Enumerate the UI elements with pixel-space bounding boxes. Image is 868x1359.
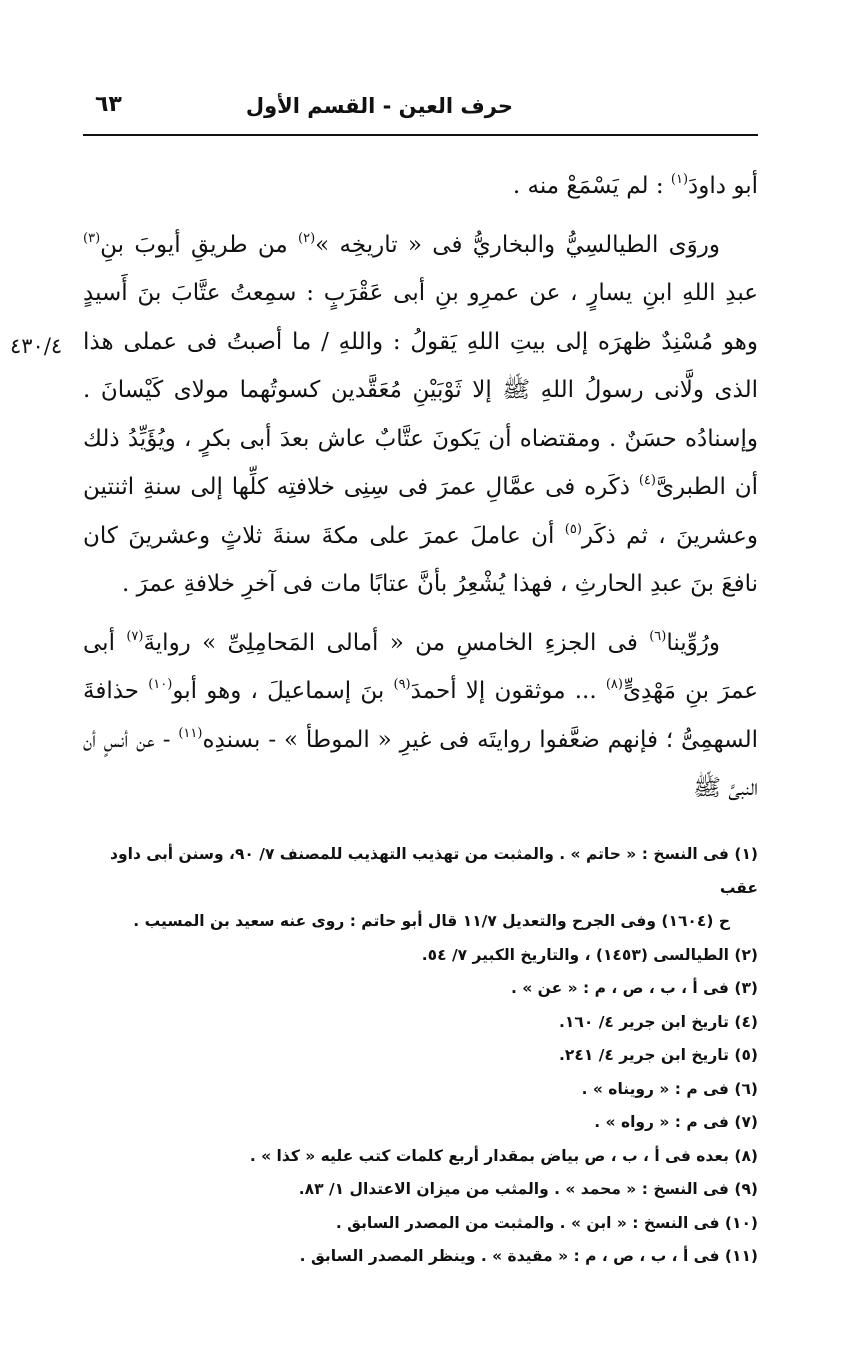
footnote-11: (١١) فى أ ، ب ، ص ، م : « مقيدة » . وينظر المصدر السابق . (299, 1247, 758, 1265)
running-header (95, 90, 758, 130)
header-title: حرف العين - القسم الأول (245, 94, 513, 118)
header-rule (83, 134, 758, 136)
main-text (83, 162, 758, 813)
footnote-ref: (١١) (178, 725, 203, 741)
footnote-6: (٦) فى م : « رويناه » . (581, 1079, 758, 1098)
footnote-10: (١٠) فى النسخ : « ابن » . والمثبت من المصدر السابق . (335, 1213, 758, 1232)
paragraph-3: ورُوِّينا$^{(٦)}$ فى الجزءِ الخامسِ من « أمالى المَحامِلِىِّ » روايةَ$^{(٧)}$ أبى عمرَ بنِ مَهْدِىٍّ$^{(٨)}$ ... موثقون إلا أحمدَ$^{(٩)}$ بنَ إسماعيلَ ، وهو أبو$^{(١٠)}$ حذافةَ السهمِىُّ ؛ فإنهم ضعَّفوا روايتَه فى غيرِ « الموطأ » - بسندِه$^{(١١)}$ - عن أنسٍ أن النبىَّ ﷺ (83, 628, 759, 801)
footnote-ref: (٩) (393, 677, 411, 692)
footnote-ref: (٤) (638, 473, 656, 488)
page-number: ٦٣ (95, 92, 122, 117)
footnote-2: (٢) الطيالسى (١٤٥٣) ، والتاريخ الكبير ٧/ ٥٤. (421, 945, 758, 964)
footnote-5: (٥) تاريخ ابن جرير ٤/ ٢٤١. (559, 1046, 758, 1064)
paragraph-2: وروَى الطيالسِيُّ والبخاريُّ فى « تاريخِه »$^{(٢)}$ من طريقِ أيوبَ بنِ$^{(٣)}$ عبدِ اللهِ ابنِ يسارٍ ، عن عمرِو بنِ أبى عَقْرَبٍ : سمِعتُ عتَّابَ بنَ أَسيدٍ وهو مُسْنِدٌ ظهرَه إلى بيتِ اللهِ يَقولُ : واللهِ / ما أصبتُ فى عملى هذا الذى ولَّانى رسولُ اللهِ ﷺ إلا ثَوْبَيْنِ مُعَقَّدين كسوتُهما مولاى كَيْسانَ . وإسنادُه حسَنٌ . ومقتضاه أن يَكونَ عتَّابٌ عاش بعدَ أبى بكرٍ ، ويُؤَيِّدُ ذلك أن الطبرىَّ$^{(٤)}$ ذكَره فى عمَّالِ عمرَ فى سِنِى خلافتِه كلِّها إلى سنةِ اثنتين وعشرينَ ، ثم ذكَر$^{(٥)}$ أن عاملَ عمرَ على مكةَ سنةَ ثلاثٍ وعشرينَ كان نافعَ بنَ عبدِ الحارثِ ، فهذا يُشْعِرُ بأنَّ عتابًا مات فى آخرِ خلافةِ عمرَ . (83, 230, 758, 597)
footnote-1: (١) فى النسخ : « حاتم » . والمثبت من تهذيب التهذيب للمصنف ٧/ ٩٠، وسنن أبى داود عقب (110, 845, 758, 897)
footnote-7: (٧) فى م : « رواه » . (594, 1113, 758, 1131)
footnote-8: (٨) بعده فى أ ، ب ، ص بياض بمقدار أربع كلمات كتب عليه « كذا » . (249, 1146, 758, 1165)
footnote-ref: (٧) (126, 628, 144, 644)
footnote-ref: (٦) (649, 628, 667, 644)
footnote-ref: (٣) (83, 230, 101, 246)
footnote-ref: (٥) (564, 521, 582, 537)
footnote-ref: (٨) (605, 677, 623, 692)
footnote-ref: (١) (670, 172, 689, 187)
footnote-3: (٣) فى أ ، ب ، ص ، م : « عن » . (510, 979, 758, 997)
footnote-ref: (١٠) (148, 677, 173, 692)
footnotes (83, 838, 758, 1274)
margin-reference: ٤٣٠/٤ (10, 334, 63, 358)
footnote-9: (٩) فى النسخ : « محمد » . والمثب من ميزان الاعتدال ١/ ٨٣. (298, 1180, 758, 1198)
footnote-ref: (٢) (298, 230, 316, 246)
paragraph-1: أبو داودَ$^{(١)}$ : لم يَسْمَعْ منه . (512, 172, 758, 199)
footnote-4: (٤) تاريخ ابن جرير ٤/ ١٦٠. (559, 1012, 758, 1031)
footnote-1-continued: ح (١٦٠٤) وفى الجرح والتعديل ١١/٧ قال أبو حاتم : روى عنه سعيد بن المسيب . (133, 912, 730, 930)
